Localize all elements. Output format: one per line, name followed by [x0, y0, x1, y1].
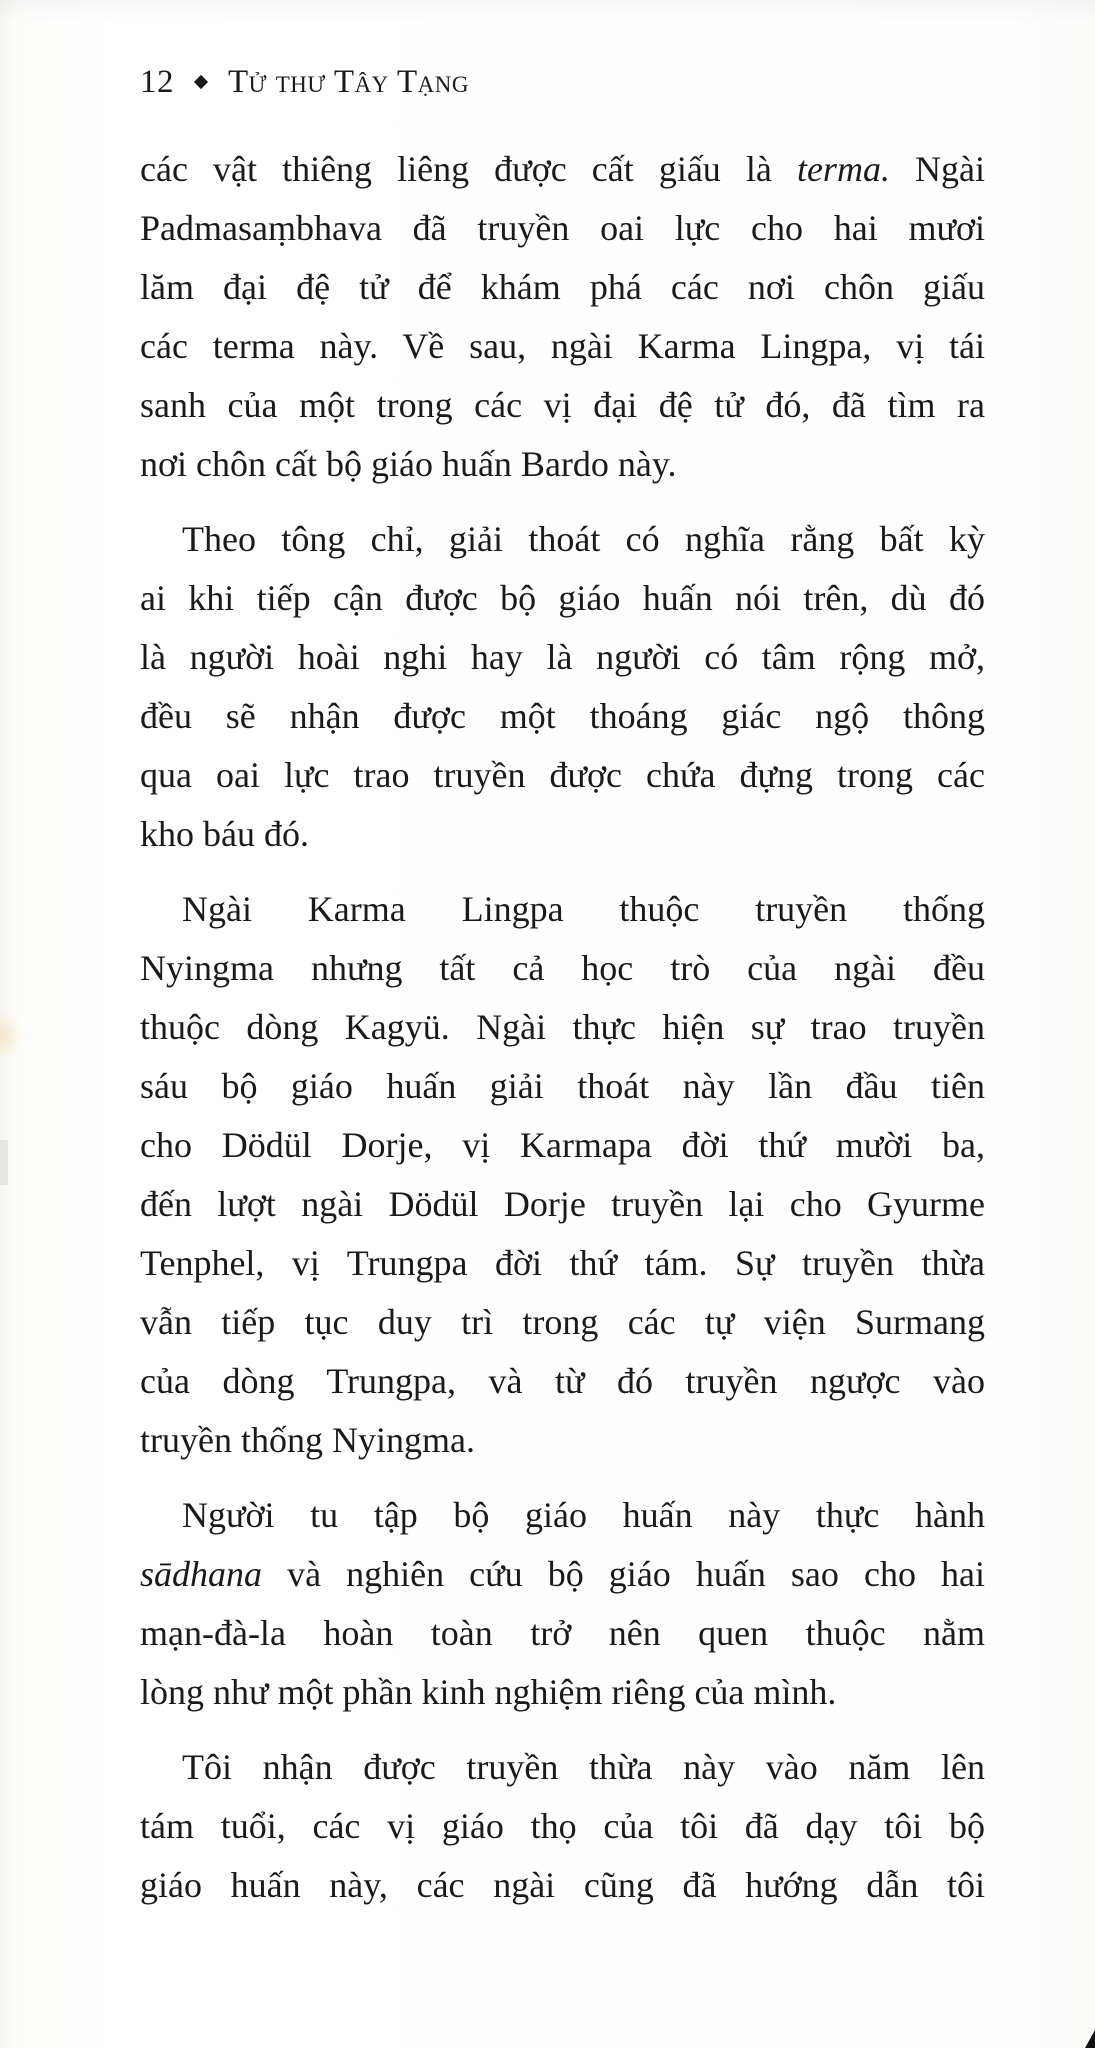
text-run: đến lượt ngài Dödül Dorje truyền lại cho Gyurme [140, 1184, 985, 1224]
text-run: qua oai lực trao truyền được chứa đựng trong các [140, 755, 985, 795]
text-run: cho Dödül Dorje, vị Karmapa đời thứ mười ba, [140, 1125, 985, 1165]
page-stain [0, 1010, 26, 1060]
page-number: 12 [140, 63, 174, 100]
text-line [140, 687, 985, 746]
text-run: kho báu đó. [140, 814, 309, 854]
italic-term: terma. [796, 149, 890, 189]
text-line [140, 1604, 985, 1663]
text-line [140, 746, 985, 805]
text-run: Padmasaṃbhava đã truyền oai lực cho hai mươi [140, 208, 985, 248]
text-run: sáu bộ giáo huấn giải thoát này lần đầu tiên [140, 1066, 985, 1106]
text-line [140, 199, 985, 258]
text-line [140, 1738, 985, 1797]
text-run: tám tuổi, các vị giáo thọ của tôi đã dạy tôi bộ [140, 1806, 985, 1846]
text-line [140, 1352, 985, 1411]
paragraph-gap [140, 1722, 985, 1738]
paragraph [140, 1738, 985, 1915]
text-run: nơi chôn cất bộ giáo huấn Bardo này. [140, 444, 677, 484]
page-edge-mark [0, 1140, 8, 1185]
text-run: Người tu tập bộ giáo huấn này thực hành [182, 1495, 985, 1535]
text-line [140, 258, 985, 317]
text-line [140, 1545, 985, 1604]
text-line [140, 140, 985, 199]
text-run: Theo tông chỉ, giải thoát có nghĩa rằng bất kỳ [182, 519, 985, 559]
text-line [140, 1234, 985, 1293]
text-line [140, 1797, 985, 1856]
page-corner-mark [1085, 2030, 1095, 2048]
paragraph-gap [140, 494, 985, 510]
text-run: sanh của một trong các vị đại đệ tử đó, đã tìm ra [140, 385, 985, 425]
text-line [140, 1856, 985, 1915]
text-line [140, 510, 985, 569]
text-run: và nghiên cứu bộ giáo huấn sao cho hai [262, 1554, 985, 1594]
text-line [140, 435, 985, 494]
text-run: đều sẽ nhận được một thoáng giác ngộ thông [140, 696, 985, 736]
text-run: Tôi nhận được truyền thừa này vào năm lên [182, 1747, 985, 1787]
diamond-separator-icon [194, 75, 208, 89]
text-line [140, 998, 985, 1057]
text-line [140, 1663, 985, 1722]
text-run: của dòng Trungpa, và từ đó truyền ngược vào [140, 1361, 985, 1401]
text-line [140, 805, 985, 864]
text-line [140, 939, 985, 998]
page-top-shadow [0, 0, 1095, 22]
running-header [140, 62, 469, 102]
paragraph [140, 1486, 985, 1722]
text-run: vẫn tiếp tục duy trì trong các tự viện Surmang [140, 1302, 985, 1342]
text-run: lòng như một phần kinh nghiệm riêng của mình. [140, 1672, 837, 1712]
text-run: là người hoài nghi hay là người có tâm rộng mở, [140, 637, 985, 677]
text-run: lăm đại đệ tử để khám phá các nơi chôn giấu [140, 267, 985, 307]
text-run: Nyingma nhưng tất cả học trò của ngài đều [140, 948, 985, 988]
paragraph [140, 510, 985, 864]
paragraph [140, 880, 985, 1470]
text-line [140, 317, 985, 376]
text-run: thuộc dòng Kagyü. Ngài thực hiện sự trao truyền [140, 1007, 985, 1047]
text-line [140, 569, 985, 628]
text-line [140, 1057, 985, 1116]
text-line [140, 1116, 985, 1175]
text-line [140, 880, 985, 939]
text-line [140, 376, 985, 435]
text-line [140, 1411, 985, 1470]
text-run: ai khi tiếp cận được bộ giáo huấn nói trên, dù đó [140, 578, 985, 618]
text-line [140, 1175, 985, 1234]
text-run: Ngài [889, 149, 986, 189]
paragraph-gap [140, 864, 985, 880]
paragraph [140, 140, 985, 494]
text-run: Ngài Karma Lingpa thuộc truyền thống [182, 889, 985, 929]
text-run: mạn-đà-la hoàn toàn trở nên quen thuộc nằm [140, 1613, 985, 1653]
text-run: Tenphel, vị Trungpa đời thứ tám. Sự truyền thừa [140, 1243, 985, 1283]
text-line [140, 1486, 985, 1545]
book-title: Tử thư Tây Tạng [228, 63, 469, 100]
text-line [140, 628, 985, 687]
body-text [140, 140, 985, 1915]
text-line [140, 1293, 985, 1352]
text-run: truyền thống Nyingma. [140, 1420, 475, 1460]
text-run: các terma này. Về sau, ngài Karma Lingpa, vị tái [140, 326, 985, 366]
text-run: các vật thiêng liêng được cất giấu là [140, 149, 797, 189]
text-run: giáo huấn này, các ngài cũng đã hướng dẫn tôi [140, 1865, 985, 1905]
italic-term: sādhana [140, 1554, 263, 1594]
paragraph-gap [140, 1470, 985, 1486]
